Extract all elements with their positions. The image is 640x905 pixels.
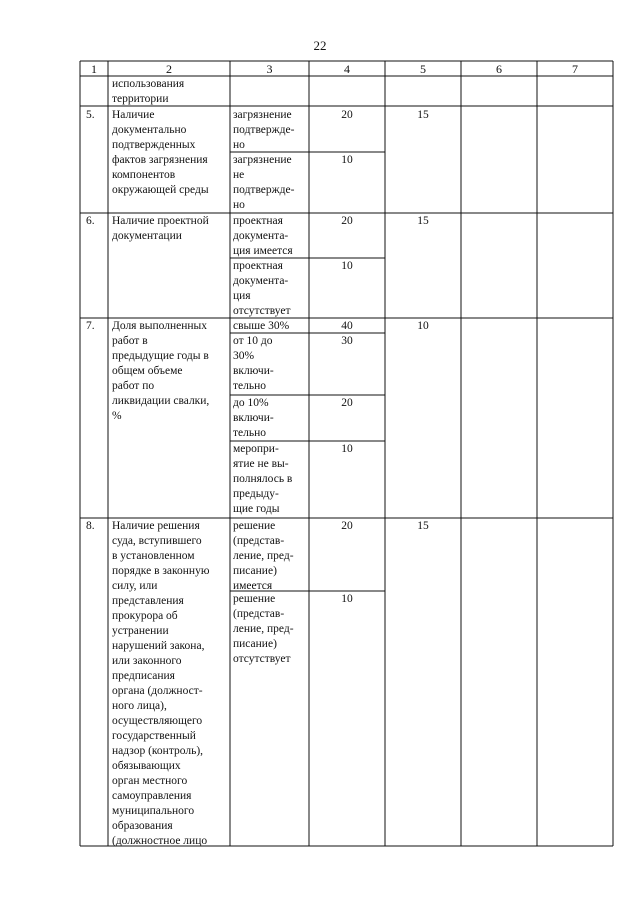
score-value: 10 (341, 443, 353, 455)
condition-text: от 10 до 30% включи- тельно (233, 335, 274, 392)
row-number: 6. (86, 215, 95, 227)
condition-text: загрязнение подтвержде- но (233, 109, 295, 151)
page-number: 22 (313, 38, 327, 53)
condition-text: решение (представ- ление, пред- писание) имеется (233, 520, 294, 592)
max-score-value: 15 (417, 215, 429, 227)
column-header-2: 2 (166, 62, 172, 76)
score-value: 40 (341, 320, 353, 332)
score-value: 20 (341, 215, 353, 227)
column-header-4: 4 (344, 62, 350, 76)
condition-text: свыше 30% (233, 320, 290, 332)
condition-text: проектная документа- ция отсутствует (233, 260, 291, 317)
score-value: 20 (341, 520, 353, 532)
criterion-text: Наличие документально подтвержденных фактов загрязнения компонентов окружающей среды (112, 109, 209, 196)
score-value: 20 (341, 109, 353, 121)
condition-text: загрязнение не подтвержде- но (233, 154, 295, 211)
criterion-text: Наличие решения суда, вступившего в установленном порядке в законную силу, или представления прокурора об устранении нарушений закона, или законного предписания органа (должност- ного лица), осуществляющего государственный надзор (контроль), обязывающих орган местного самоуправления муниципального образования (должностное лицо (112, 520, 210, 847)
max-score-value: 15 (417, 109, 429, 121)
score-value: 10 (341, 260, 353, 272)
condition-text: меропри- ятие не вы- полнялось в предыду- щие годы (233, 443, 293, 515)
criterion-text: Наличие проектной документации (112, 215, 209, 242)
column-header-3: 3 (266, 62, 273, 76)
column-header-6: 6 (496, 62, 502, 76)
score-value: 20 (341, 397, 353, 409)
max-score-value: 15 (417, 520, 429, 532)
max-score-value: 10 (417, 320, 429, 332)
condition-text: решение (представ- ление, пред- писание) отсутствует (233, 593, 294, 665)
criterion-text: Доля выполненных работ в предыдущие годы в общем объеме работ по ликвидации свалки, % (112, 320, 210, 422)
column-header-7: 7 (572, 62, 578, 76)
criterion-continuation: использования территории (112, 78, 185, 105)
row-number: 7. (86, 320, 95, 332)
condition-text: проектная документа- ция имеется (233, 215, 293, 257)
condition-text: до 10% включи- тельно (233, 397, 274, 439)
row-number: 8. (86, 520, 95, 532)
score-value: 10 (341, 154, 353, 166)
column-header-5: 5 (420, 62, 426, 76)
row-number: 5. (86, 109, 95, 121)
score-value: 10 (341, 593, 353, 605)
score-value: 30 (341, 335, 353, 347)
column-header-1: 1 (91, 62, 97, 76)
